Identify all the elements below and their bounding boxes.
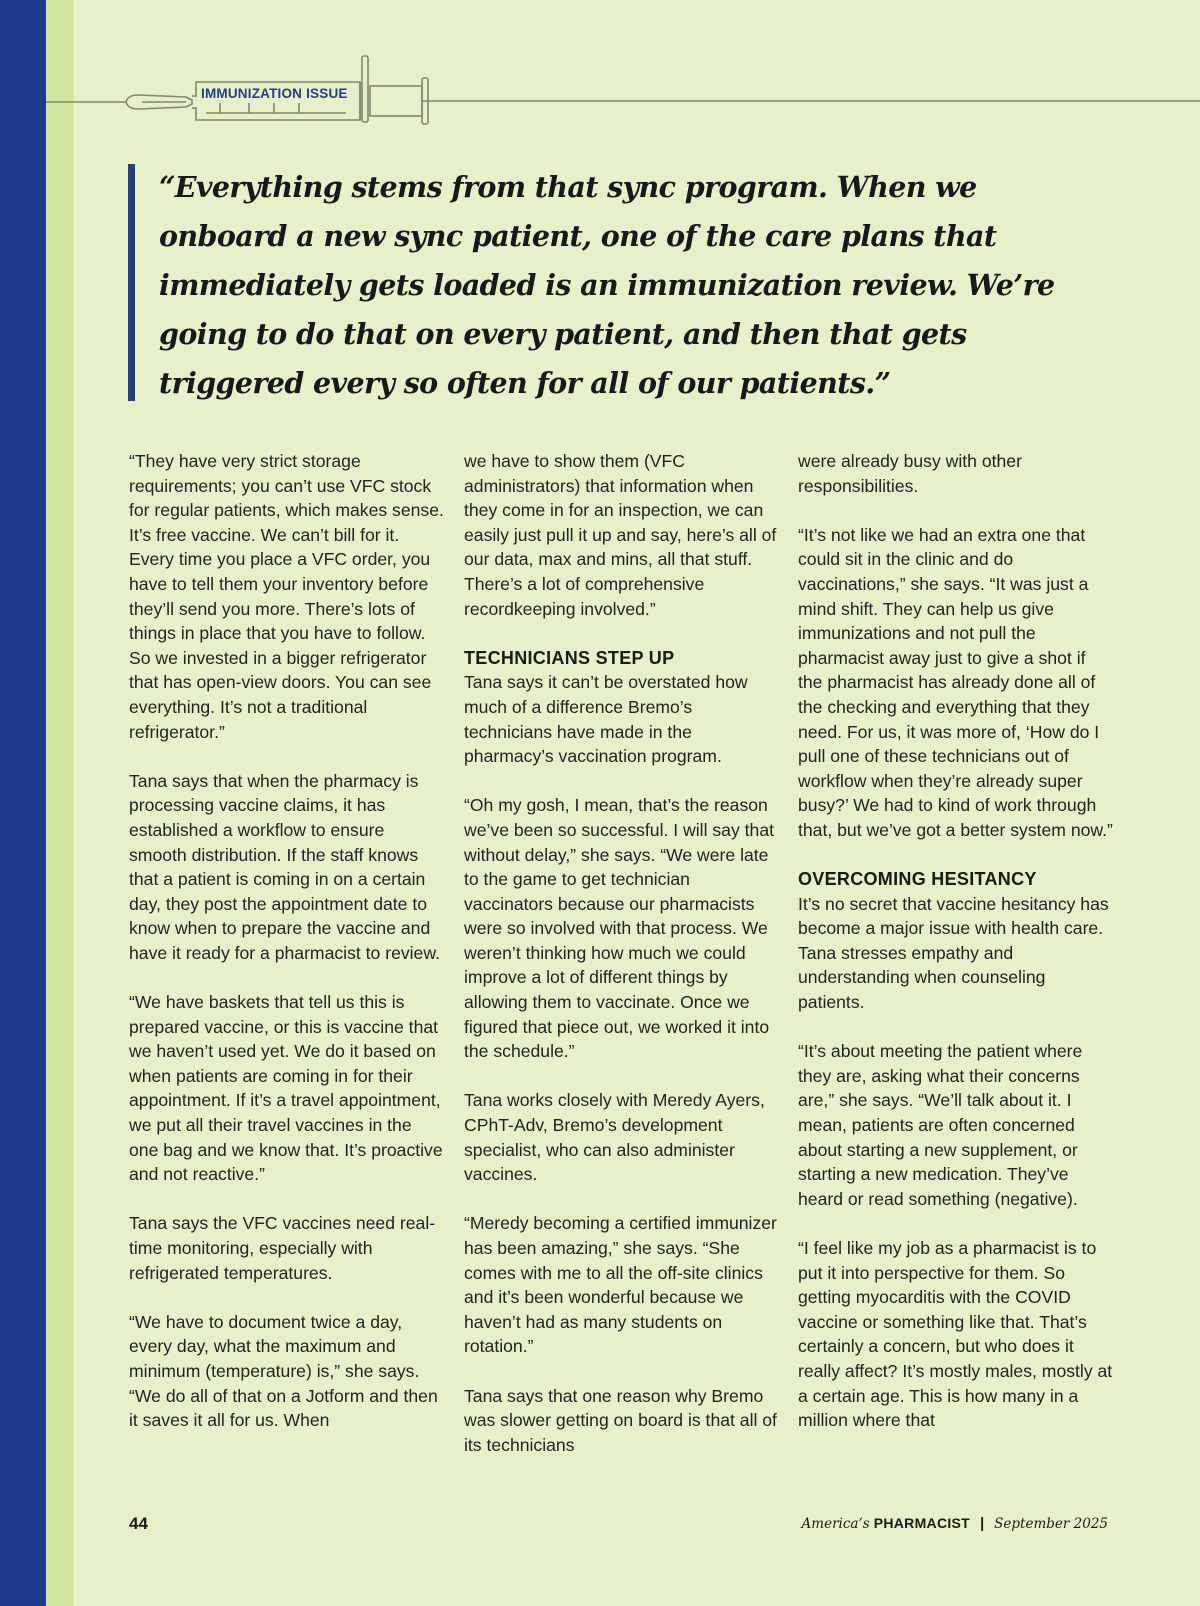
paragraph: Tana says it can’t be overstated how much of a difference Bremo’s technicians have made in the pharmacy’s vaccination program. [464,672,748,767]
section-heading: TECHNICIANS STEP UP [464,647,675,668]
footer-credit [802,1515,1108,1532]
paragraph: “It’s not like we had an extra one that could sit in the clinic and do vaccinations,” she says. “It was just a mind shift. They can help us give immunizations and not pull the pharmacist away just to give a shot if the pharmacist has already done all of the checking and everything that they need. For us, it was more of, ‘How do I pull one of these technicians out of workflow when they’re already super busy?’ We had to kind of work through that, but we’ve got a better system now.” [798,524,1113,840]
left-edge-green-band [46,0,74,1606]
article-column-1 [129,449,444,1433]
paragraph: Tana says that one reason why Bremo was slower getting on board is that all of its technicians [464,1385,777,1455]
paragraph: Tana says the VFC vaccines need real-time monitoring, especially with refrigerated temperatures. [129,1213,436,1283]
paragraph: “We have baskets that tell us this is prepared vaccine, or this is vaccine that we haven’t used yet. We do it based on when patients are coming in for their appointment. If it’s a travel appointment, we put all their travel vaccines in the one bag and we know that. It’s proactive and not reactive.” [129,992,443,1185]
paragraph: “It’s about meeting the patient where they are, asking what their concerns are,” she says. “We’ll talk about it. I mean, patients are often concerned about starting a new supplement, or starting a new medication. They’ve heard or read something (negative). [798,1041,1083,1209]
page-number: 44 [129,1514,148,1533]
paragraph: we have to show them (VFC administrators) that information when they come in for an inspection, we can easily just pull it up and say, here’s all of our data, max and mins, all that stuff. There’s a lot of comprehensive recordkeeping involved.” [464,451,777,619]
paragraph: were already busy with other responsibilities. [798,451,1022,496]
pull-quote: “Everything stems from that sync program. When we onboard a new sync patient, one of the care plans that immediately gets loaded is an immunization review. We’re going to do that on every patient, and then that gets triggered every so often for all of our patients.” [159,170,1055,400]
section-heading: OVERCOMING HESITANCY [798,869,1037,890]
article-column-3 [798,449,1113,1433]
issue-date: September 2025 [994,1516,1108,1532]
paragraph: Tana says that when the pharmacy is processing vaccine claims, it has established a workflow to ensure smooth distribution. If the staff knows that a patient is coming in on a certain day, they post the appointment date to know when to prepare the vaccine and have it ready for a pharmacist to review. [129,770,440,963]
footer-separator: | [980,1516,985,1532]
left-edge-blue-band [0,0,46,1606]
paragraph: “They have very strict storage requirements; you can’t use VFC stock for regular patients, which makes sense. It’s free vaccine. We can’t bill for it. Every time you place a VFC order, you have to tell them your inventory before they’ll send you more. There’s lots of things in place that you have to follow. So we invested in a bigger refrigerator that has open-view doors. You can see everything. It’s not a traditional refrigerator.” [129,451,444,742]
paragraph: “Oh my gosh, I mean, that’s the reason we’ve been so successful. I will say that without delay,” she says. “We were late to the game to get technician vaccinators because our pharmacists were so involved with that process. We weren’t thinking how much we could improve a lot of different things by allowing them to vaccinate. Once we figured that piece out, we worked it into the schedule.” [464,795,774,1062]
issue-label: IMMUNIZATION ISSUE [201,86,348,101]
paragraph: Tana works closely with Meredy Ayers, CPhT-Adv, Bremo’s development specialist, who can also administer vaccines. [464,1090,765,1185]
paragraph: It’s no secret that vaccine hesitancy has become a major issue with health care. Tana stresses empathy and understanding when counseling patients. [798,893,1109,1013]
magazine-prefix: America’s [801,1516,870,1532]
paragraph: “We have to document twice a day, every day, what the maximum and minimum (temperature) is,” she says. “We do all of that on a Jotform and then it saves it all for us. When [129,1311,438,1431]
paragraph: “I feel like my job as a pharmacist is to put it into perspective for them. So getting myocarditis with the COVID vaccine or something like that. That’s certainly a concern, but who does it really affect? It’s mostly males, mostly at a certain age. This is how many in a million where that [798,1238,1113,1431]
paragraph: “Meredy becoming a certified immunizer has been amazing,” she says. “She comes with me to all the off-site clinics and it’s been wonderful because we haven’t had as many students on rotation.” [464,1213,777,1357]
magazine-name: PHARMACIST [873,1515,971,1531]
pull-quote-bar [128,164,135,401]
article-column-2 [464,449,779,1457]
